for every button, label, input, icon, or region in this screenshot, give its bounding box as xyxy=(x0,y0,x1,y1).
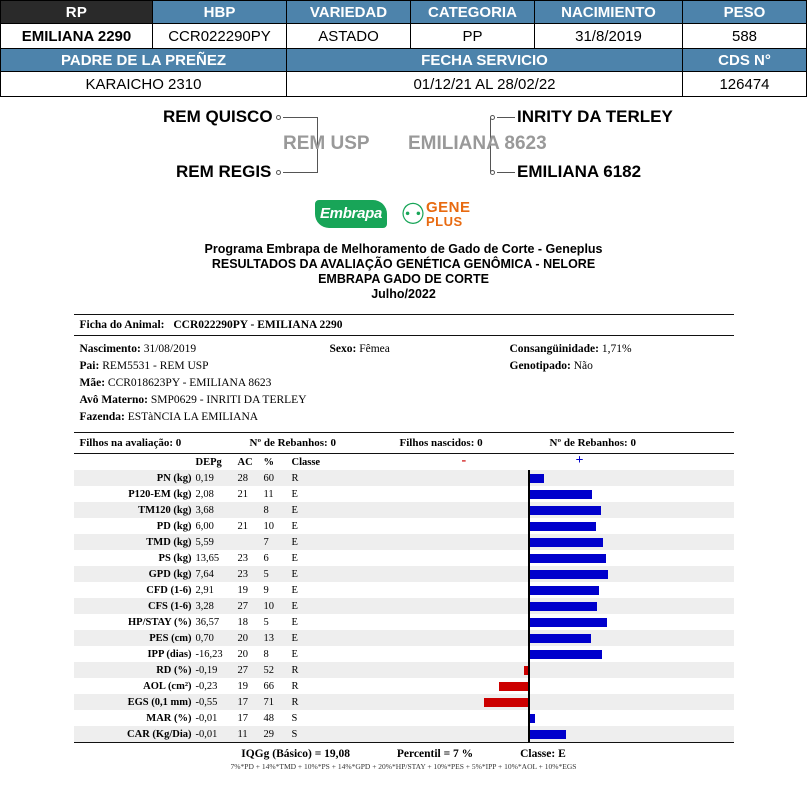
dep-row-depg: 6,00 xyxy=(195,520,214,532)
dep-row-depg: 5,59 xyxy=(194,534,236,550)
dep-header-ac: AC xyxy=(237,456,253,468)
dep-row-pct: 8 xyxy=(262,502,290,518)
dep-row-ac: 19 xyxy=(237,680,248,692)
dep-row-trait: PES (cm) xyxy=(74,630,194,646)
title-unit: EMBRAPA GADO DE CORTE xyxy=(318,272,489,286)
dep-bar-track xyxy=(344,518,734,534)
dep-row-trait: TMD (kg) xyxy=(74,534,194,550)
footer-classe: Classe: E xyxy=(520,748,566,760)
dep-row-ac: 28 xyxy=(236,470,262,486)
dep-header-classe: Classe xyxy=(291,456,321,468)
dep-bar xyxy=(530,714,535,723)
dep-bar xyxy=(530,538,603,547)
pedigree-connector xyxy=(283,172,318,173)
info-mae xyxy=(80,375,272,392)
dep-row-trait: HP/STAY (%) xyxy=(128,616,192,628)
dep-row-pct: 13 xyxy=(262,630,290,646)
dep-bar-track xyxy=(344,534,734,550)
pedigree-dam: EMILIANA 8623 xyxy=(408,133,547,154)
dep-row-pct: 10 xyxy=(262,598,290,614)
info-fazenda-value: ESTàNCIA LA EMILIANA xyxy=(127,411,259,423)
dep-values-table xyxy=(74,454,734,742)
dep-table-body xyxy=(74,470,734,742)
ficha-animal-row xyxy=(74,315,734,336)
dep-row-pct: 66 xyxy=(263,680,274,692)
info-pai-value: REM5531 - REM USP xyxy=(102,360,209,372)
header-padre-prenez: PADRE DE LA PREÑEZ xyxy=(1,49,287,72)
dep-row-classe: E xyxy=(290,630,344,646)
dep-row-trait: AOL (cm²) xyxy=(143,680,192,692)
dep-row-trait: TM120 (kg) xyxy=(74,502,194,518)
scale-plus-label: + xyxy=(575,453,584,468)
info-nascimento-value: 31/08/2019 xyxy=(143,343,197,355)
dep-row-pct: 11 xyxy=(263,488,274,500)
genetic-report xyxy=(74,314,734,742)
dep-bar-zero-axis xyxy=(528,662,530,678)
pedigree-dam-grandsire: INRITY DA TERLEY xyxy=(517,107,673,126)
dep-row-pct: 5 xyxy=(262,566,290,582)
dep-row-bar-cell xyxy=(344,502,734,518)
dep-bar xyxy=(530,650,602,659)
header-peso: PESO xyxy=(683,1,807,24)
info-genotipado-value: Não xyxy=(573,360,593,372)
value-cds: 126474 xyxy=(683,72,807,97)
dep-row-pct: 60 xyxy=(262,470,290,486)
info-row-nascimento xyxy=(80,341,728,358)
table-row xyxy=(74,646,734,662)
dep-bar xyxy=(530,602,597,611)
dep-row-classe: R xyxy=(290,694,344,710)
dep-row-bar-cell xyxy=(344,630,734,646)
value-peso: 588 xyxy=(683,24,807,49)
dep-row-classe: E xyxy=(291,616,298,628)
footer-formula: 7%*PD + 14%*TMD + 10%*PS + 14%*GPD + 20%*HP/STAY + 10%*PES + 5%*IPP + 10%*AOL + 10%*EGS xyxy=(230,762,577,771)
dep-header-scale xyxy=(344,454,734,470)
dep-row-trait: MAR (%) xyxy=(146,712,192,724)
dep-row-pct: 7 xyxy=(262,534,290,550)
dep-row-ac: 17 xyxy=(236,694,262,710)
dep-row-classe: R xyxy=(291,680,299,692)
dep-row-ac xyxy=(236,534,262,550)
header-cds: CDS N° xyxy=(683,49,807,72)
dep-row-bar-cell xyxy=(344,566,734,582)
ficha-value: CCR022290PY - EMILIANA 2290 xyxy=(173,319,343,331)
dep-row-trait: P120-EM (kg) xyxy=(128,488,192,500)
dep-bar xyxy=(530,522,596,531)
table-row xyxy=(74,694,734,710)
info-avo xyxy=(80,392,307,409)
info-sexo xyxy=(330,341,510,358)
table-row xyxy=(74,662,734,678)
dep-bar xyxy=(530,474,544,483)
dep-row-classe: S xyxy=(291,712,298,724)
dep-bar-track xyxy=(344,694,734,710)
value-variedad: ASTADO xyxy=(287,24,411,49)
info-consanguinidade xyxy=(510,341,728,358)
dep-row-trait: RD (%) xyxy=(74,662,194,678)
dep-bar xyxy=(484,698,528,707)
table-row xyxy=(74,710,734,726)
header-rp: RP xyxy=(1,1,153,24)
dep-bar xyxy=(524,666,528,675)
dep-row-pct: 48 xyxy=(263,712,274,724)
dep-row-trait: EGS (0,1 mm) xyxy=(74,694,194,710)
info-pai-label: Pai: xyxy=(79,360,100,372)
dep-row-bar-cell xyxy=(344,710,734,726)
dep-row-bar-cell xyxy=(344,470,734,486)
pedigree-dot-sire-granddam xyxy=(276,170,281,175)
pedigree-connector xyxy=(283,117,318,118)
info-sexo-label: Sexo: xyxy=(329,343,357,355)
dep-row-pct: 8 xyxy=(263,648,269,660)
dep-row-depg: 13,65 xyxy=(195,552,220,564)
dep-row-classe: E xyxy=(290,534,344,550)
footer-iqgg: IQGg (Básico) = 19,08 xyxy=(241,748,351,760)
info-mae-label: Mãe: xyxy=(79,377,106,389)
title-program: Programa Embrapa de Melhoramento de Gado de Corte - Geneplus xyxy=(204,242,603,256)
info-spacer xyxy=(330,358,510,375)
info-row-fazenda xyxy=(80,409,728,426)
report-titles xyxy=(0,242,807,302)
dep-bar-zero-axis xyxy=(528,694,530,710)
dep-bar-track xyxy=(344,550,734,566)
pedigree-diagram xyxy=(0,103,807,198)
logo-row xyxy=(0,198,807,240)
info-avo-value: SMP0629 - INRITI DA TERLEY xyxy=(150,394,307,406)
table-row xyxy=(74,566,734,582)
dep-row-depg: -0,01 xyxy=(195,712,218,724)
table-row xyxy=(74,550,734,566)
dep-row-ac: 18 xyxy=(237,616,248,628)
dep-row-trait: CFD (1-6) xyxy=(146,584,192,596)
value-padre-prenez: KARAICHO 2310 xyxy=(1,72,287,97)
dep-row-pct: 9 xyxy=(263,584,269,596)
dep-row-bar-cell xyxy=(344,694,734,710)
dep-bar xyxy=(530,506,601,515)
dep-header-pct: % xyxy=(263,456,274,468)
embrapa-logo: Embrapa xyxy=(315,200,387,228)
dep-row-trait: CFS (1-6) xyxy=(74,598,194,614)
rebanhos-nascidos: Nº de Rebanhos: 0 xyxy=(549,437,636,449)
header-variedad: VARIEDAD xyxy=(287,1,411,24)
dep-row-bar-cell xyxy=(344,486,734,502)
dep-table-header-row xyxy=(74,454,734,470)
dep-bar-track xyxy=(344,598,734,614)
table-row xyxy=(74,582,734,598)
pedigree-sire: REM USP xyxy=(283,133,370,154)
dep-row-ac: 27 xyxy=(236,662,262,678)
pedigree-dam-granddam: EMILIANA 6182 xyxy=(517,162,642,181)
title-date: Julho/2022 xyxy=(371,287,436,301)
dep-row-bar-cell xyxy=(344,598,734,614)
dep-bar-track xyxy=(344,710,734,726)
filhos-avaliacao: Filhos na avaliação: 0 xyxy=(79,437,182,449)
table-row-header-dark xyxy=(1,1,807,24)
dep-row-ac: 23 xyxy=(237,552,248,564)
filhos-nascidos: Filhos nascidos: 0 xyxy=(399,437,483,449)
dep-row-pct: 52 xyxy=(262,662,290,678)
info-mae-value: CCR018623PY - EMILIANA 8623 xyxy=(107,377,272,389)
value-rp: EMILIANA 2290 xyxy=(1,24,153,49)
dep-row-depg: -0,23 xyxy=(195,680,218,692)
dep-row-depg: 0,19 xyxy=(194,470,236,486)
dep-bar-track xyxy=(344,726,734,742)
geneplus-mark-icon: ⚇ xyxy=(400,197,426,231)
dep-row-ac: 20 xyxy=(236,630,262,646)
dep-row-ac: 27 xyxy=(236,598,262,614)
dep-row-ac: 21 xyxy=(237,488,248,500)
dep-row-classe: E xyxy=(291,584,298,596)
dep-bar-track xyxy=(344,614,734,630)
dep-row-classe: E xyxy=(291,648,298,660)
footer-indices xyxy=(74,743,734,762)
dep-row-bar-cell xyxy=(344,678,734,694)
table-row xyxy=(74,502,734,518)
table-row xyxy=(74,678,734,694)
dep-row-pct: 6 xyxy=(263,552,269,564)
dep-row-classe: E xyxy=(290,502,344,518)
dep-bar-track xyxy=(344,486,734,502)
dep-row-ac: 19 xyxy=(237,584,248,596)
animal-summary-table xyxy=(0,0,807,97)
dep-row-classe: E xyxy=(291,552,298,564)
dep-row-bar-cell xyxy=(344,518,734,534)
dep-bar xyxy=(530,570,608,579)
dep-bar-track xyxy=(344,630,734,646)
header-categoria: CATEGORIA xyxy=(411,1,535,24)
dep-row-pct: 10 xyxy=(263,520,274,532)
table-row xyxy=(74,726,734,742)
dep-bar xyxy=(530,586,599,595)
pedigree-sire-grandsire: REM QUISCO xyxy=(163,107,273,126)
table-row-header-blue xyxy=(1,49,807,72)
dep-row-classe: R xyxy=(290,470,344,486)
footer-percentil: Percentil = 7 % xyxy=(396,748,474,760)
table-row xyxy=(74,470,734,486)
value-fecha-servicio: 01/12/21 AL 28/02/22 xyxy=(287,72,683,97)
table-row xyxy=(74,614,734,630)
dep-row-ac: 17 xyxy=(237,712,248,724)
info-fazenda-label: Fazenda: xyxy=(79,411,125,423)
dep-bar-track xyxy=(344,502,734,518)
ficha-label: Ficha do Animal: xyxy=(79,319,165,331)
dep-row-ac: 20 xyxy=(237,648,248,660)
dep-row-trait: CAR (Kg/Dia) xyxy=(74,726,194,742)
dep-bar xyxy=(530,634,591,643)
geneplus-label-gene: GENE xyxy=(426,199,471,216)
value-hbp: CCR022290PY xyxy=(153,24,287,49)
dep-row-bar-cell xyxy=(344,662,734,678)
dep-row-classe: E xyxy=(290,566,344,582)
info-avo-label: Avô Materno: xyxy=(79,394,148,406)
info-consanguinidade-label: Consangüinidade: xyxy=(509,343,599,355)
dep-row-trait: IPP (dias) xyxy=(147,648,192,660)
dep-header-trait xyxy=(74,454,194,470)
geneplus-label-plus: PLUS xyxy=(426,214,463,229)
dep-bar xyxy=(499,682,528,691)
dep-row-classe: R xyxy=(290,662,344,678)
dep-header-depg: DEPg xyxy=(195,456,222,468)
progeny-summary-row xyxy=(74,433,734,454)
pedigree-dot-sire-grandsire xyxy=(276,115,281,120)
table-row-values-1 xyxy=(1,24,807,49)
dep-bar-zero-axis xyxy=(528,678,530,694)
dep-row-trait: PD (kg) xyxy=(156,520,192,532)
dep-row-classe: E xyxy=(291,520,298,532)
dep-row-pct: 5 xyxy=(263,616,269,628)
dep-row-trait: PN (kg) xyxy=(74,470,194,486)
report-footer xyxy=(74,742,734,777)
dep-row-depg: 3,28 xyxy=(194,598,236,614)
info-pai xyxy=(80,358,330,375)
dep-row-classe: E xyxy=(290,598,344,614)
dep-row-depg: -0,01 xyxy=(194,726,236,742)
dep-row-pct: 29 xyxy=(262,726,290,742)
dep-row-depg: 7,64 xyxy=(194,566,236,582)
dep-row-bar-cell xyxy=(344,582,734,598)
dep-bar xyxy=(530,554,606,563)
table-row xyxy=(74,534,734,550)
table-row xyxy=(74,598,734,614)
dep-bar-track xyxy=(344,582,734,598)
info-consanguinidade-value: 1,71% xyxy=(601,343,632,355)
dep-row-classe: E xyxy=(291,488,298,500)
dep-row-ac: 21 xyxy=(237,520,248,532)
dep-bar xyxy=(530,618,607,627)
value-categoria: PP xyxy=(411,24,535,49)
rebanhos-avaliacao: Nº de Rebanhos: 0 xyxy=(249,437,336,449)
dep-bar-track xyxy=(344,662,734,678)
info-nascimento-label: Nascimento: xyxy=(79,343,141,355)
title-results: RESULTADOS DA AVALIAÇÃO GENÉTICA GENÔMICA - NELORE xyxy=(211,257,596,271)
dep-row-bar-cell xyxy=(344,614,734,630)
dep-bar xyxy=(530,730,566,739)
dep-row-classe: S xyxy=(290,726,344,742)
dep-bar-track xyxy=(344,678,734,694)
table-row-values-2 xyxy=(1,72,807,97)
dep-row-depg: 3,68 xyxy=(194,502,236,518)
dep-row-bar-cell xyxy=(344,534,734,550)
info-genotipado-label: Genotipado: xyxy=(509,360,571,372)
table-row xyxy=(74,630,734,646)
dep-row-depg: -0,55 xyxy=(194,694,236,710)
dep-row-bar-cell xyxy=(344,550,734,566)
animal-info-block xyxy=(74,336,734,433)
dep-row-bar-cell xyxy=(344,726,734,742)
scale-minus-label: - xyxy=(461,453,467,468)
dep-row-depg: 2,08 xyxy=(195,488,214,500)
info-sexo-value: Fêmea xyxy=(359,343,390,355)
dep-row-bar-cell xyxy=(344,646,734,662)
dep-row-ac xyxy=(236,502,262,518)
dep-row-ac: 11 xyxy=(236,726,262,742)
dep-row-pct: 71 xyxy=(262,694,290,710)
dep-bar-track xyxy=(344,646,734,662)
dep-bar-track xyxy=(344,470,734,486)
table-row xyxy=(74,518,734,534)
dep-row-depg: -16,23 xyxy=(195,648,223,660)
info-row-mae xyxy=(80,375,728,392)
info-genotipado xyxy=(510,358,728,375)
dep-bar-track xyxy=(344,566,734,582)
table-row xyxy=(74,486,734,502)
dep-row-depg: 2,91 xyxy=(195,584,214,596)
header-hbp: HBP xyxy=(153,1,287,24)
dep-row-ac: 23 xyxy=(236,566,262,582)
info-nascimento xyxy=(80,341,330,358)
dep-bar xyxy=(530,490,592,499)
dep-row-depg: 36,57 xyxy=(195,616,220,628)
dep-row-depg: -0,19 xyxy=(194,662,236,678)
value-nacimiento: 31/8/2019 xyxy=(535,24,683,49)
info-row-pai xyxy=(80,358,728,375)
pedigree-sire-granddam: REM REGIS xyxy=(176,162,272,181)
pedigree-connector xyxy=(497,117,515,118)
dep-row-depg: 0,70 xyxy=(194,630,236,646)
header-fecha-servicio: FECHA SERVICIO xyxy=(287,49,683,72)
info-fazenda xyxy=(80,409,259,426)
pedigree-connector xyxy=(497,172,515,173)
dep-row-trait: GPD (kg) xyxy=(74,566,194,582)
header-nacimiento: NACIMIENTO xyxy=(535,1,683,24)
dep-row-trait: PS (kg) xyxy=(158,552,192,564)
info-row-avo xyxy=(80,392,728,409)
